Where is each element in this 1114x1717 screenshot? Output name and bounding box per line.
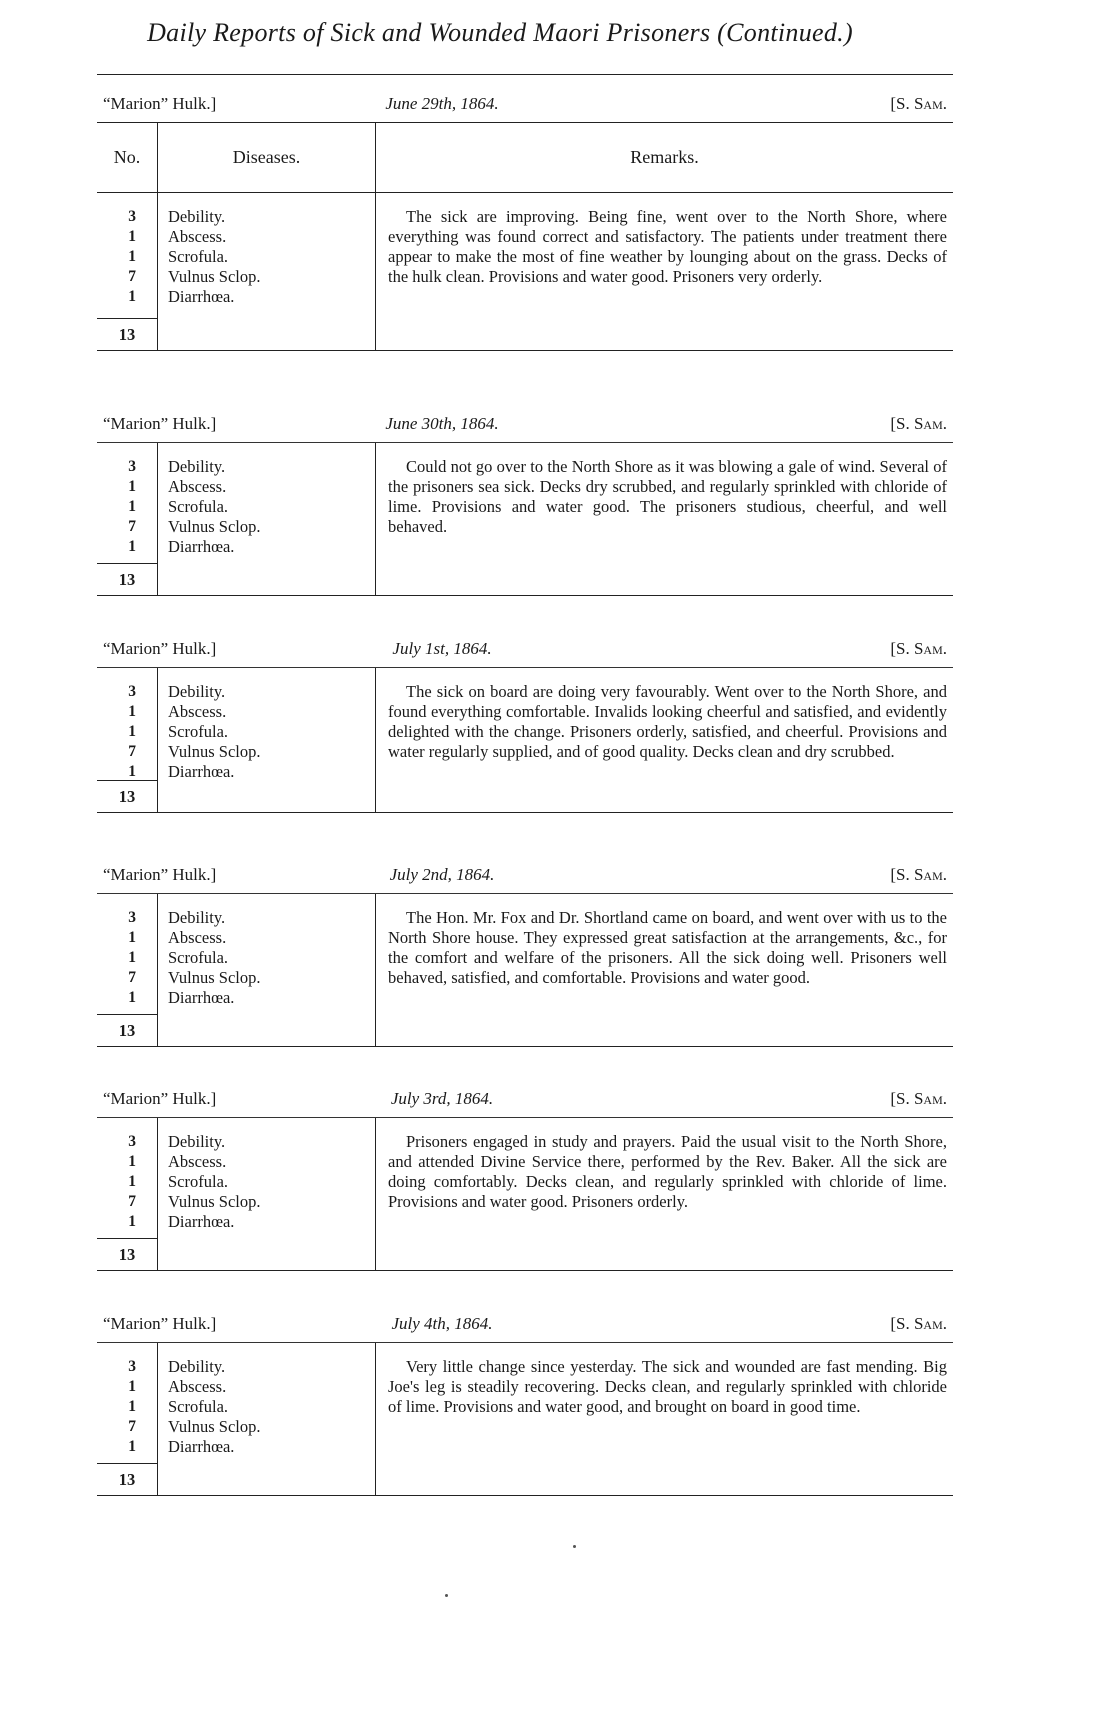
total-count: 13 <box>97 563 158 595</box>
report-signature: [S. Sam. <box>890 414 947 433</box>
case-numbers <box>97 668 158 780</box>
remarks-column <box>376 193 953 318</box>
case-count: 1 <box>128 538 136 555</box>
column-headers <box>97 123 953 192</box>
report-ship: “Marion” Hulk.] <box>103 1089 217 1108</box>
total-count: 13 <box>97 1014 158 1046</box>
total-row <box>97 1463 953 1495</box>
column-spacer <box>376 1238 953 1270</box>
disease-name: Vulnus Sclop. <box>168 267 261 286</box>
disease-name: Scrofula. <box>168 722 229 741</box>
total-row <box>97 318 953 350</box>
remarks-column <box>376 668 953 780</box>
disease-name: Vulnus Sclop. <box>168 968 261 987</box>
case-count: 1 <box>128 949 136 966</box>
disease-list <box>158 443 376 563</box>
disease-list <box>158 193 376 318</box>
case-count: 1 <box>128 989 136 1006</box>
rule <box>97 812 953 813</box>
report-date: July 3rd, 1864. <box>390 1089 494 1108</box>
disease-name: Abscess. <box>168 1377 227 1396</box>
column-divider <box>158 1014 376 1046</box>
disease-name: Abscess. <box>168 477 227 496</box>
disease-name: Vulnus Sclop. <box>168 517 261 536</box>
top-rule <box>97 74 953 75</box>
case-count: 1 <box>128 288 136 305</box>
report-date: June 30th, 1864. <box>385 414 499 433</box>
case-count: 1 <box>128 1173 136 1190</box>
stray-mark <box>445 1594 448 1597</box>
case-count: 1 <box>128 228 136 245</box>
report-header <box>97 86 953 122</box>
report-ship: “Marion” Hulk.] <box>103 865 217 884</box>
disease-name: Debility. <box>168 457 226 476</box>
daily-report <box>97 1306 953 1496</box>
page-title: Daily Reports of Sick and Wounded Maori Prisoners (Continued.) <box>147 18 853 47</box>
daily-report <box>97 1081 953 1271</box>
total-count: 13 <box>97 1463 158 1495</box>
report-signature: [S. Sam. <box>890 1089 947 1108</box>
case-count: 1 <box>128 1438 136 1455</box>
disease-name: Diarrhœa. <box>168 287 235 306</box>
disease-name: Scrofula. <box>168 1172 229 1191</box>
case-count: 7 <box>128 268 136 285</box>
rule <box>97 1270 953 1271</box>
disease-name: Debility. <box>168 1132 226 1151</box>
case-count: 3 <box>128 909 136 926</box>
column-divider <box>158 1238 376 1270</box>
case-count: 1 <box>128 1153 136 1170</box>
report-remarks: The sick on board are doing very favourably. Went over to the North Shore, and found everything comfortable. Invalids looking cheerful and satisfied, and evidently delighted with the change. Prisoners orderly, satisfied, and cheerful. Provisions and water regularly supplied, and of good quality. Decks clean and dry scrubbed. <box>388 682 947 761</box>
total-row <box>97 1014 953 1046</box>
column-header-remarks: Remarks. <box>630 147 699 167</box>
disease-name: Debility. <box>168 207 226 226</box>
disease-list <box>158 1118 376 1238</box>
disease-name: Diarrhœa. <box>168 988 235 1007</box>
remarks-column <box>376 443 953 563</box>
case-count: 3 <box>128 208 136 225</box>
case-count: 1 <box>128 763 136 780</box>
column-header-diseases: Diseases. <box>158 123 376 192</box>
case-count: 1 <box>128 248 136 265</box>
column-header-no: No. <box>97 123 158 192</box>
column-spacer <box>376 563 953 595</box>
rule <box>97 595 953 596</box>
disease-list <box>158 894 376 1014</box>
disease-name: Debility. <box>168 1357 226 1376</box>
disease-list <box>158 668 376 780</box>
column-divider <box>158 563 376 595</box>
case-count: 1 <box>128 1378 136 1395</box>
report-header <box>97 406 953 442</box>
total-count: 13 <box>97 1238 158 1270</box>
disease-name: Diarrhœa. <box>168 1212 235 1231</box>
case-numbers <box>97 894 158 1014</box>
disease-name: Vulnus Sclop. <box>168 1417 261 1436</box>
case-count: 1 <box>128 1398 136 1415</box>
total-row <box>97 780 953 812</box>
daily-report <box>97 631 953 813</box>
report-body <box>97 1118 953 1238</box>
report-remarks: Prisoners engaged in study and prayers. Paid the usual visit to the North Shore, and attended Divine Service there, performed by the Rev. Baker. All the sick are doing comfortably. Decks clean, and regularly sprinkled with chloride of lime. Provisions and water good. Prisoners orderly. <box>388 1132 947 1211</box>
total-row <box>97 1238 953 1270</box>
case-numbers <box>97 443 158 563</box>
daily-report <box>97 857 953 1047</box>
case-count: 1 <box>128 498 136 515</box>
case-count: 1 <box>128 703 136 720</box>
column-spacer <box>376 1463 953 1495</box>
disease-name: Abscess. <box>168 227 227 246</box>
rule <box>97 1046 953 1047</box>
report-header <box>97 1081 953 1117</box>
case-count: 7 <box>128 518 136 535</box>
column-spacer <box>376 318 953 350</box>
case-count: 3 <box>128 683 136 700</box>
report-header <box>97 857 953 893</box>
report-date: July 4th, 1864. <box>391 1314 493 1333</box>
disease-name: Diarrhœa. <box>168 1437 235 1456</box>
disease-name: Abscess. <box>168 702 227 721</box>
disease-name: Vulnus Sclop. <box>168 742 261 761</box>
case-count: 7 <box>128 1193 136 1210</box>
report-ship: “Marion” Hulk.] <box>103 639 217 658</box>
case-count: 7 <box>128 969 136 986</box>
disease-name: Abscess. <box>168 928 227 947</box>
report-ship: “Marion” Hulk.] <box>103 94 217 113</box>
column-spacer <box>376 780 953 812</box>
report-remarks: The sick are improving. Being fine, went over to the North Shore, where everything was found correct and satisfactory. The patients under treatment there appear to make the most of fine weather by lounging about on the grass. Decks of the hulk clean. Provisions and water good. Prisoners very orderly. <box>388 207 947 286</box>
case-count: 3 <box>128 1358 136 1375</box>
column-divider <box>158 780 376 812</box>
disease-name: Diarrhœa. <box>168 537 235 556</box>
disease-name: Scrofula. <box>168 1397 229 1416</box>
case-count: 3 <box>128 1133 136 1150</box>
report-header <box>97 631 953 667</box>
disease-list <box>158 1343 376 1463</box>
case-count: 7 <box>128 743 136 760</box>
report-signature: [S. Sam. <box>890 1314 947 1333</box>
case-numbers <box>97 1118 158 1238</box>
report-signature: [S. Sam. <box>890 865 947 884</box>
total-count: 13 <box>97 780 158 812</box>
rule <box>97 350 953 351</box>
case-numbers <box>97 193 158 318</box>
report-ship: “Marion” Hulk.] <box>103 414 217 433</box>
disease-name: Scrofula. <box>168 247 229 266</box>
report-date: June 29th, 1864. <box>385 94 499 113</box>
disease-name: Debility. <box>168 682 226 701</box>
report-date: July 1st, 1864. <box>392 639 492 658</box>
total-count: 13 <box>97 318 158 350</box>
remarks-column <box>376 894 953 1014</box>
report-date: July 2nd, 1864. <box>389 865 495 884</box>
remarks-column <box>376 1118 953 1238</box>
report-body <box>97 193 953 318</box>
total-row <box>97 563 953 595</box>
disease-name: Scrofula. <box>168 948 229 967</box>
report-body <box>97 894 953 1014</box>
report-remarks: Could not go over to the North Shore as it was blowing a gale of wind. Several of the prisoners sea sick. Decks dry scrubbed, and regularly sprinkled with chloride of lime. Provisions and water good. The prisoners studious, cheerful, and well behaved. <box>388 457 947 536</box>
case-count: 1 <box>128 723 136 740</box>
report-ship: “Marion” Hulk.] <box>103 1314 217 1333</box>
report-remarks: The Hon. Mr. Fox and Dr. Shortland came on board, and went over with us to the North Shore house. They expressed great satisfaction at the arrangements, &c., for the comfort and welfare of the prisoners. All the sick doing well. Prisoners well behaved, satisfied, and comfortable. Provisions and water good. <box>388 908 947 987</box>
remarks-column <box>376 1343 953 1463</box>
rule <box>97 1495 953 1496</box>
disease-name: Abscess. <box>168 1152 227 1171</box>
case-count: 1 <box>128 478 136 495</box>
report-signature: [S. Sam. <box>890 639 947 658</box>
report-body <box>97 1343 953 1463</box>
case-count: 1 <box>128 929 136 946</box>
case-count: 7 <box>128 1418 136 1435</box>
daily-report <box>97 406 953 596</box>
report-signature: [S. Sam. <box>890 94 947 113</box>
column-divider <box>158 318 376 350</box>
stray-mark <box>573 1545 576 1548</box>
report-remarks: Very little change since yesterday. The sick and wounded are fast mending. Big Joe's leg is steadily recovering. Decks clean, and regularly sprinkled with chloride of lime. Provisions and water good, and brought on board in good time. <box>388 1357 947 1416</box>
disease-name: Vulnus Sclop. <box>168 1192 261 1211</box>
daily-report <box>97 86 953 351</box>
case-numbers <box>97 1343 158 1463</box>
disease-name: Debility. <box>168 908 226 927</box>
case-count: 1 <box>128 1213 136 1230</box>
report-body <box>97 443 953 563</box>
disease-name: Scrofula. <box>168 497 229 516</box>
report-header <box>97 1306 953 1342</box>
column-divider <box>158 1463 376 1495</box>
report-body <box>97 668 953 780</box>
column-spacer <box>376 1014 953 1046</box>
disease-name: Diarrhœa. <box>168 762 235 781</box>
case-count: 3 <box>128 458 136 475</box>
